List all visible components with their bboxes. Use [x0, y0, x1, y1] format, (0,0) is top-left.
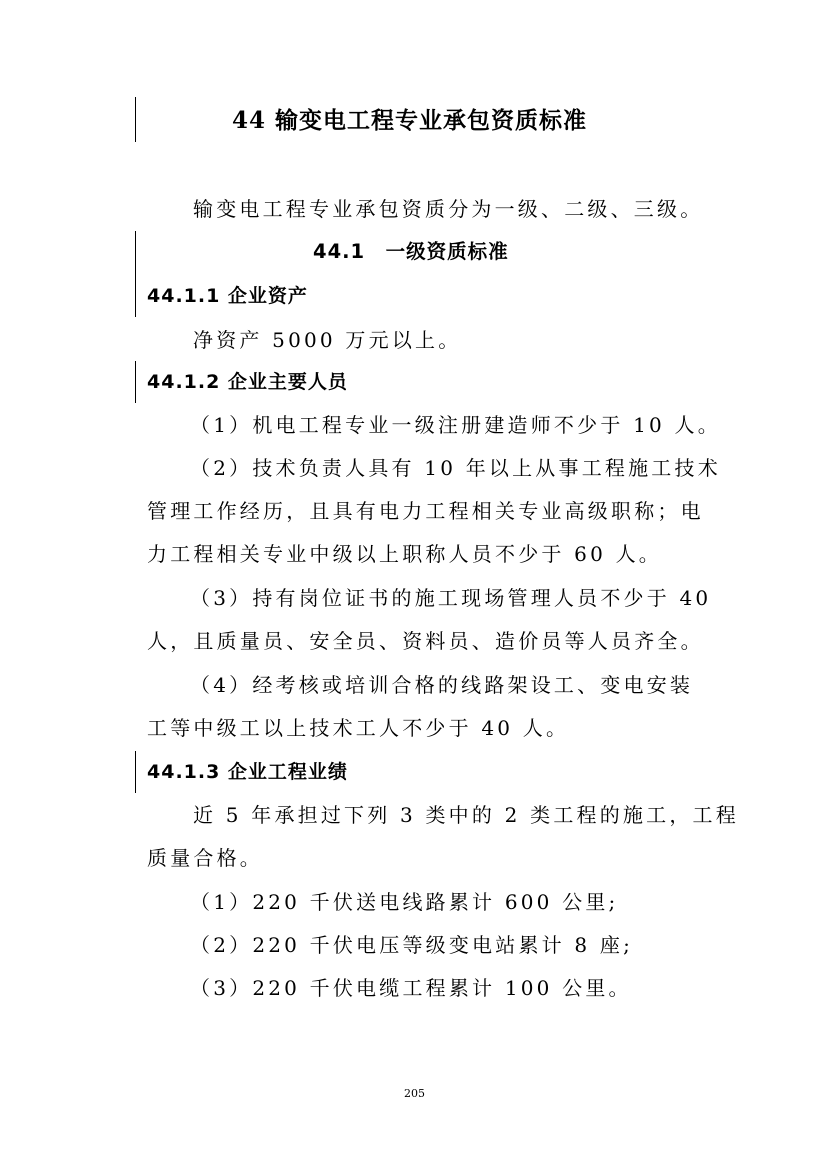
intro-paragraph: 输变电工程专业承包资质分为一级、二级、三级。 — [193, 197, 704, 221]
personnel-item-2-line-2: 管理工作经历，且具有电力工程相关专业高级职称；电 — [147, 499, 704, 523]
performance-item-1: （1）220 千伏送电线路累计 600 公里; — [190, 890, 619, 914]
performance-text-line-1: 近 5 年承担过下列 3 类中的 2 类工程的施工，工程 — [193, 803, 739, 827]
personnel-item-3-line-2: 人，且质量员、安全员、资料员、造价员等人员齐全。 — [147, 629, 704, 653]
section-heading: 44.1 一级资质标准 — [313, 240, 509, 263]
personnel-item-3-line-1: （3）持有岗位证书的施工现场管理人员不少于 40 — [190, 586, 712, 610]
personnel-item-4-line-2: 工等中级工以上技术工人不少于 40 人。 — [147, 716, 570, 740]
subsection-heading-personnel: 44.1.2 企业主要人员 — [147, 371, 348, 393]
revision-bar — [135, 751, 136, 793]
revision-bar — [135, 97, 136, 142]
personnel-item-2-line-1: （2）技术负责人具有 10 年以上从事工程施工技术 — [190, 456, 721, 480]
performance-item-3: （3）220 千伏电缆工程累计 100 公里。 — [190, 976, 632, 1000]
page-number: 205 — [404, 1087, 425, 1100]
personnel-item-4-line-1: （4）经考核或培训合格的线路架设工、变电安装 — [190, 673, 694, 697]
personnel-item-2-line-3: 力工程相关专业中级以上职称人员不少于 60 人。 — [147, 542, 662, 566]
performance-item-2: （2）220 千伏电压等级变电站累计 8 座; — [190, 933, 634, 957]
subsection-heading-assets: 44.1.1 企业资产 — [147, 285, 308, 307]
document-title: 44 输变电工程专业承包资质标准 — [232, 107, 588, 134]
subsection-heading-performance: 44.1.3 企业工程业绩 — [147, 761, 348, 783]
personnel-item-1: （1）机电工程专业一级注册建造师不少于 10 人。 — [190, 413, 721, 437]
revision-bar — [135, 231, 136, 317]
performance-text-line-2: 质量合格。 — [147, 846, 263, 870]
assets-text: 净资产 5000 万元以上。 — [193, 328, 462, 352]
revision-bar — [135, 361, 136, 403]
